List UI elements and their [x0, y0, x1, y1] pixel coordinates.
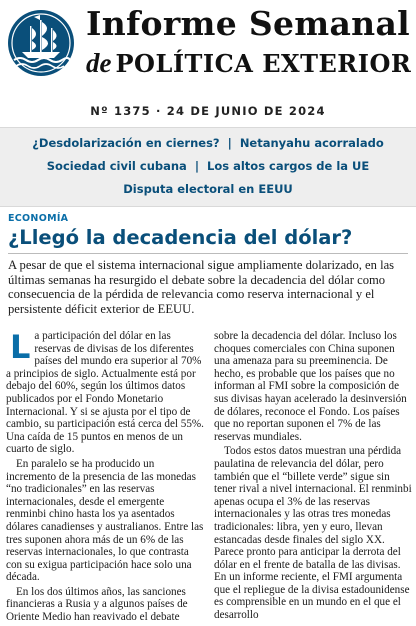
drop-cap: L — [10, 328, 31, 366]
masthead-subtitle — [86, 48, 411, 79]
topic-link-sociedad-civil[interactable]: Sociedad civil cubana — [46, 159, 187, 173]
paragraph-3: En los dos últimos años, las sanciones financieras a Rusia y a algunos países de Oriente Medio han reavivado el debate — [6, 585, 188, 624]
paragraph-2: En paralelo se ha producido un incremento de la presencia de las monedas “no tradicionales” en las reservas internacionales, desde el emergente renminbi chino hasta los ya asentados dólares canadienses y australianos. Entre las tres suponen ahora más de un 6% de las reservas internacionales, lo que contrasta con su exigua participación hace solo una década. — [6, 457, 204, 584]
topics-line-1 — [0, 136, 416, 150]
article-column-left — [6, 330, 204, 626]
article-column-right — [214, 330, 412, 624]
paragraph-4: Todos estos datos muestran una pérdida paulatina de relevancia del dólar, pero también que el “billete verde” sigue sin tener rival a nivel internacional. El renminbi apenas ocupa el 3% de las reservas internacionales y las otras tres monedas tradicionales: libra, yen y euro, llevan estancadas desde finales del siglo XX. Parece pronto para anticipar la derrota del dólar en el frente de batalla de las divisas. En un informe reciente, el FMI argumenta que el repliegue de la divisa estadounidense es comprensible en un mundo en el que el desarrollo — [214, 445, 412, 622]
topic-separator: | — [227, 136, 232, 150]
article-headline: ¿Llegó la decadencia del dólar? — [8, 226, 353, 249]
topics-bar — [0, 127, 416, 207]
masthead-title: Informe Semanal — [86, 4, 410, 43]
topic-link-disputa-electoral[interactable]: Disputa electoral en EEUU — [123, 182, 293, 196]
topics-line-3 — [0, 182, 416, 196]
masthead-de: de — [86, 48, 112, 78]
headline-divider — [8, 253, 408, 254]
ship-logo-icon — [6, 8, 76, 78]
topics-line-2 — [0, 159, 416, 173]
section-label: ECONOMÍA — [8, 213, 69, 224]
masthead — [0, 0, 416, 92]
issue-line: Nº 1375 · 24 DE JUNIO DE 2024 — [90, 104, 326, 118]
paragraph-1-text: a participación del dólar en las reservas de divisas de los diferentes países del mundo era superior al 70% a principios de siglo. Actualmente está por debajo del 60%, según los últimos datos publicados por el Fondo Monetario Internacional. Y si se ajusta por el tipo de cambio, su participación está cerca del 55%. Una caída de 15 puntos en menos de un cuarto de siglo. — [6, 330, 204, 456]
topic-separator: | — [194, 159, 200, 173]
article-lead: A pesar de que el sistema internacional sigue ampliamente dolarizado, en las últimas semanas ha resurgido el debate sobre la decadencia del dólar como consecuencia de la pérdida de relevancia como reserva internacional y el persistente déficit exterior de EEUU. — [8, 258, 395, 316]
paragraph-3-continued: sobre la decadencia del dólar. Incluso los choques comerciales con China suponen una amenaza para su preeminencia. De hecho, es probable que los países que no informan al FMI sobre la composición de sus divisas hayan acelerado la desinversión de dólares, reconoce el Fondo. Los países que no reportan suponen el 7% de las reservas mundiales. — [214, 330, 407, 443]
topic-link-desdolarizacion[interactable]: ¿Desdolarización en ciernes? — [32, 136, 220, 150]
topic-link-altos-cargos[interactable]: Los altos cargos de la UE — [207, 159, 370, 173]
topic-link-netanyahu[interactable]: Netanyahu acorralado — [239, 136, 384, 150]
masthead-politica-exterior: POLÍTICA EXTERIOR — [115, 49, 412, 78]
paragraph-1 — [6, 330, 204, 456]
